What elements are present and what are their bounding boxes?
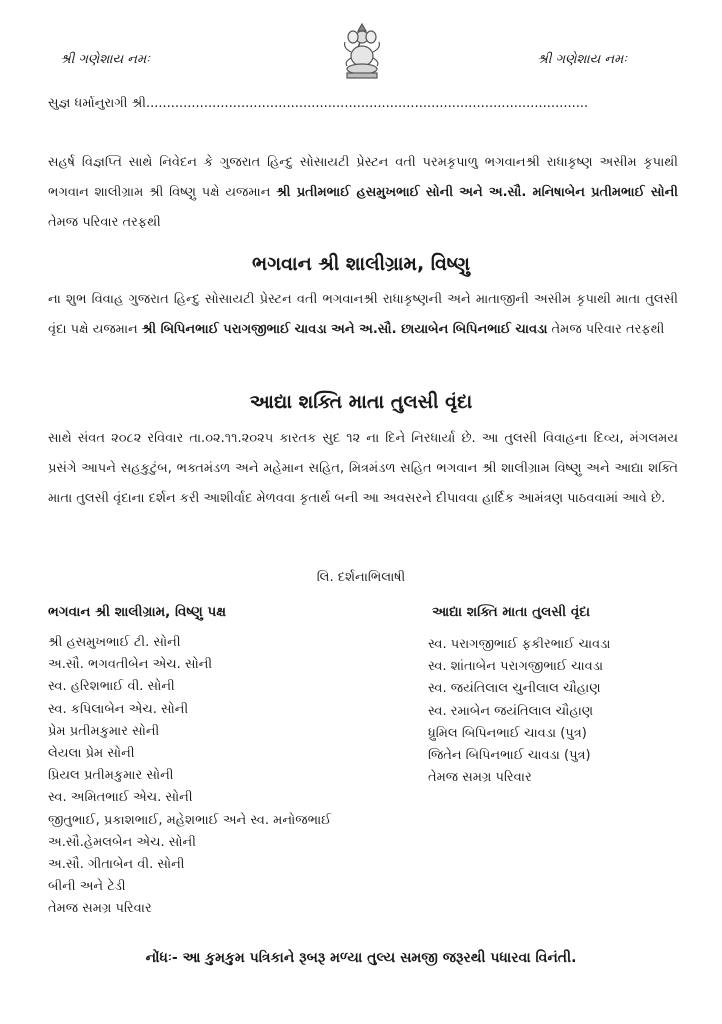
heading-bride: આદ્યા શક્તિ માતા તુલસી વૃંદા (249, 391, 473, 413)
salutation-line: સુજ્ઞ ધર્માનુરાગી શ્રી........................................................................................................... (48, 96, 589, 111)
ganesh-icon (339, 22, 385, 80)
list-item: પ્રિયલ પ્રતીમકુમાર સોની (48, 768, 174, 784)
list-item: તેમજ સમગ્ર પરિવાર (428, 770, 532, 786)
invocation-left: શ્રી ગણેશાય નમઃ (60, 52, 150, 67)
groom-side-hosts: શ્રી પ્રતીમભાઈ હસમુખભાઈ સોની અને અ.સૌ. મનિષાબેન પ્રતીમભાઈ સોની (276, 185, 679, 200)
intro-text-end: તેમજ પરિવાર તરફથી (48, 215, 161, 230)
invocation-right: શ્રી ગણેશાય નમઃ (537, 52, 627, 67)
list-item: સ્વ. શાંતાબેન પરાગજીભાઈ ચાવડા (428, 659, 604, 675)
list-item: અ.સૌ.હેમલબેન એચ. સોની (48, 834, 196, 850)
middle-paragraph (48, 285, 678, 345)
middle-text: ના શુભ વિવાહ ગુજરાત હિન્દુ સોસાયટી પ્રેસ્ટન વતી ભગવાનશ્રી રાધાકૃષ્ણની અને માતાજીની અસીમ કૃપાથી માતા તુલસી વૃંદા પક્ષે યજમાન (48, 292, 678, 337)
list-item: અ.સૌ. ભગવતીબેન એચ. સોની (48, 657, 213, 673)
list-item: અ.સૌ. ગીતાબેન વી. સોની (48, 856, 185, 872)
intro-paragraph (48, 148, 678, 238)
list-item: તેમજ સમગ્ર પરિવાર (48, 901, 152, 917)
list-item: લેયલા પ્રેમ સોની (48, 745, 135, 761)
bride-side-hosts: શ્રી બિપિનભાઈ પરાગજીભાઈ ચાવડા અને અ.સૌ. છાયાબેન બિપિનભાઈ ચાવડા (141, 322, 548, 337)
list-item: ધ્રુમિલ બિપિનભાઈ ચાવડા (પુત્ર) (428, 725, 587, 741)
middle-text-end: તેમજ પરિવાર તરફથી (547, 322, 665, 337)
list-item: પ્રેમ પ્રતીમકુમાર સોની (48, 723, 160, 739)
bride-side-list (428, 634, 610, 789)
bride-side-title: આદ્યા શક્તિ માતા તુલસી વૃંદા (432, 604, 591, 620)
list-item: શ્રી હસમુખભાઈ ટી. સોની (48, 635, 181, 650)
list-item: બીની અને ટેડી (48, 879, 126, 895)
list-item: સ્વ. પરાગજીભાઈ ફકીરભાઈ ચાવડા (428, 637, 611, 652)
details-paragraph: સાથે સંવત ૨૦૮૨ રવિવાર તા.૦૨.૧૧.૨૦૨૫ કારતક સુદ ૧૨ ના દિને નિરધાર્યા છે. આ તુલસી વિવાહના દિવ્ય, મંગલમય પ્રસંગે આપને સહકુટુંબ, ભક્તમંડળ અને મહેમાન સહિત, મિત્રમંડળ સહિત ભગવાન શ્રી શાલીગ્રામ વિષ્ણુ અને આદ્યા શક્તિ માતા તુલસી વૃંદાના દર્શન કરી આશીર્વાદ મેળવવા કૃતાર્થ બની આ અવસરને દીપાવવા હાર્દિક આમંત્રણ પાઠવવામાં આવે છે. (48, 431, 678, 506)
list-item: સ્વ. અમિતભાઈ એચ. સોની (48, 790, 193, 806)
list-item: સ્વ. જયંતિલાલ ચુનીલાલ ચૌહાણ (428, 681, 601, 697)
groom-side-list (48, 632, 331, 920)
groom-side-title: ભગવાન શ્રી શાલીગ્રામ, વિષ્ણુ પક્ષ (48, 604, 227, 620)
signoff: લિ. દર્શનાભિલાષી (316, 570, 406, 585)
list-item: સ્વ. હરિશભાઈ વી. સોની (48, 679, 175, 695)
list-item: સ્વ. કપિલાબેન એચ. સોની (48, 701, 189, 717)
list-item: જિતેન બિપિનભાઈ ચાવડા (પુત્ર) (428, 747, 591, 763)
list-item: સ્વ. રમાબેન જયંતિલાલ ચૌહાણ (428, 703, 594, 719)
intro-text: સહર્ષ વિજ્ઞપ્તિ સાથે નિવેદન કે ગુજરાત હિન્દુ સોસાયટી પ્રેસ્ટન વતી પરમકૃપાળુ ભગવાનશ્રી રાધાકૃષ્ણ અસીમ કૃપાથી ભગવાન શાલીગ્રામ શ્રી વિષ્ણુ પક્ષે યજમાન (48, 155, 678, 200)
footer-note: નોંધઃ- આ કુમકુમ પત્રિકાને રૂબરૂ મળ્યા તુલ્ય સમજી જરૂરથી પધારવા વિનંતી. (145, 950, 577, 966)
list-item: જીતુભાઈ, પ્રકાશભાઈ, મહેશભાઈ અને સ્વ. મનોજભાઈ (48, 812, 332, 828)
heading-groom: ભગવાન શ્રી શાલીગ્રામ, વિષ્ણુ (252, 253, 470, 275)
